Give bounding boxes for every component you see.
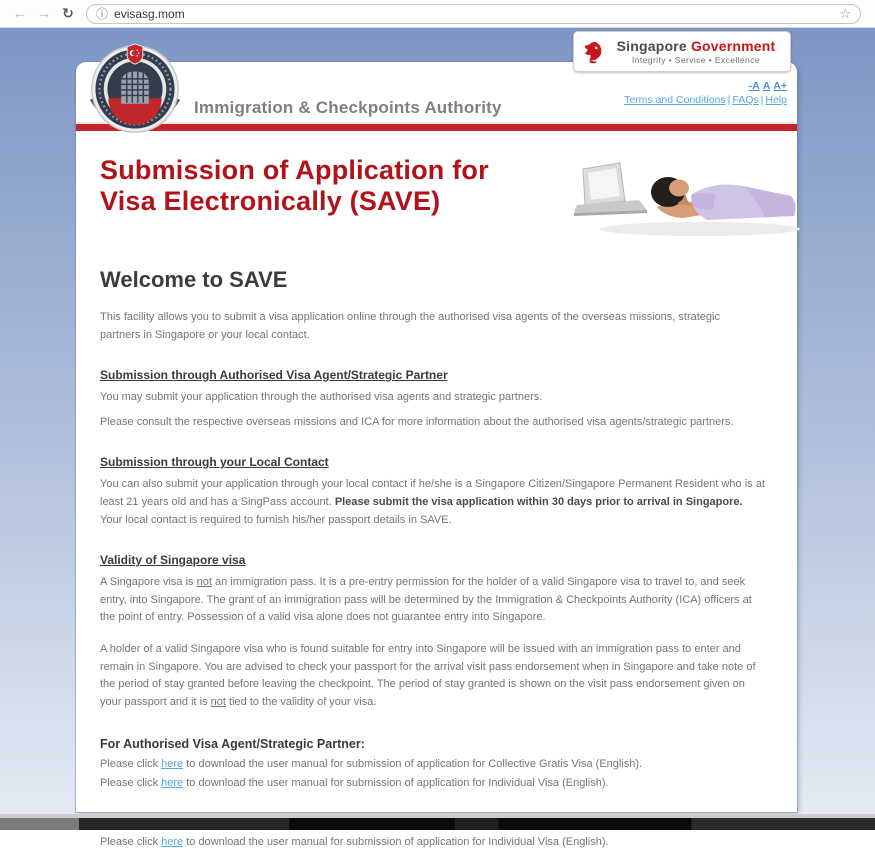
download-row xyxy=(100,758,767,770)
text-run: Please click xyxy=(100,758,162,771)
address-bar[interactable] xyxy=(86,4,861,24)
section-paragraph: You may submit your application through the authorised visa agents and strategic partners. xyxy=(100,391,543,404)
section-paragraph xyxy=(100,574,767,627)
download-here-link[interactable]: here xyxy=(161,758,184,771)
font-size-controls xyxy=(624,80,787,92)
bold-text-run: Please submit the visa application within 30 days prior to arrival in Singapore. xyxy=(334,495,743,508)
section-heading: Submission through your Local Contact xyxy=(100,455,329,470)
page-background xyxy=(0,28,875,848)
section-paragraph: Please consult the respective overseas missions and ICA for more information about the authorised visa agents/strategic partners. xyxy=(100,415,734,428)
ica-crest-logo xyxy=(89,43,181,135)
terms-link[interactable]: Terms and Conditions xyxy=(624,94,726,106)
section-paragraph xyxy=(100,641,767,711)
download-here-link[interactable]: here xyxy=(161,836,184,848)
text-run: an immigration pass. It is a pre-entry permission for the holder of a valid Singapore visa to travel to, and seek entry, into Singapore. The grant of an immigration pass will be determined by the Immigration & Checkpoints Authority (ICA) officers at the point of entry. Possession of a valid visa alone does not guarantee entry into Singapore. xyxy=(100,576,752,624)
page-title-line2: Visa Electronically (SAVE) xyxy=(100,186,441,216)
text-run: Your local contact is required to furnish his/her passport details in SAVE. xyxy=(100,513,452,526)
page-banner xyxy=(76,131,797,243)
agency-name: Immigration & Checkpoints Authority xyxy=(194,98,502,117)
text-run: Please click xyxy=(100,777,162,790)
reload-icon[interactable]: ↻ xyxy=(62,5,74,21)
red-accent-bar xyxy=(76,124,797,131)
nav-separator: | xyxy=(760,94,764,106)
relaxing-person-laptop-photo xyxy=(565,139,797,241)
text-run: You can also submit your application through your local contact if he/she is a Singapore Citizen/Singapore Permanent Resident who is at least 21 years old and has a SingPass account. xyxy=(100,478,765,508)
main-content xyxy=(76,267,797,848)
gov-tagline: Integrity • Service • Excellence xyxy=(632,55,760,65)
bookmark-star-icon[interactable]: ☆ xyxy=(839,5,851,21)
section-heading: Submission through Authorised Visa Agent/Strategic Partner xyxy=(100,368,448,383)
back-icon[interactable]: ← xyxy=(12,5,28,22)
faqs-link[interactable]: FAQs xyxy=(732,94,759,106)
browser-toolbar xyxy=(0,0,875,28)
section-agent-submission xyxy=(100,368,767,431)
content-card xyxy=(76,62,797,848)
text-run: tied to the validity of your visa. xyxy=(225,695,377,708)
section-heading: Validity of Singapore visa xyxy=(100,553,246,568)
text-run: to download the user manual for submission of application for Individual Visa (English). xyxy=(183,777,609,790)
section-visa-validity xyxy=(100,553,767,711)
page-title xyxy=(100,155,489,217)
downloads-agent xyxy=(100,737,767,789)
text-run: to download the user manual for submission of application for Individual Visa (English). xyxy=(183,836,609,848)
help-link[interactable]: Help xyxy=(765,94,787,106)
gov-brand-singapore: Singapore xyxy=(616,38,687,54)
download-here-link[interactable]: here xyxy=(161,777,184,790)
lion-head-logo xyxy=(582,39,604,65)
section-paragraph xyxy=(100,476,767,529)
text-run: Please click xyxy=(100,836,162,848)
download-row xyxy=(100,836,767,848)
page-info-icon[interactable]: ⓘ xyxy=(96,7,109,21)
section-local-contact xyxy=(100,455,767,529)
header-utility-links xyxy=(624,80,787,106)
welcome-heading: Welcome to SAVE xyxy=(100,267,288,292)
underlined-text-run: not xyxy=(210,695,226,708)
forward-icon[interactable]: → xyxy=(36,5,52,22)
bottom-window-edge xyxy=(0,818,875,830)
page-title-line1: Submission of Application for xyxy=(100,155,489,185)
nav-separator: | xyxy=(727,94,731,106)
url-text[interactable]: evisasg.mom xyxy=(114,6,185,21)
header-nav xyxy=(624,94,787,106)
download-row xyxy=(100,777,767,789)
underlined-text-run: not xyxy=(196,576,212,589)
intro-paragraph: This facility allows you to submit a visa application online through the authorised visa agents of the overseas missions, strategic partners in Singapore or your local contact. xyxy=(100,311,720,341)
text-run: to download the user manual for submission of application for Collective Gratis Visa (English). xyxy=(183,758,643,771)
gov-brand-text xyxy=(610,38,782,65)
font-normal-link[interactable]: A xyxy=(762,80,771,92)
downloads-heading: For Authorised Visa Agent/Strategic Partner: xyxy=(100,737,365,752)
font-smaller-link[interactable]: -A xyxy=(748,80,760,92)
singapore-government-banner xyxy=(573,31,791,72)
text-run: A holder of a valid Singapore visa who is found suitable for entry into Singapore will be issued with an immigration pass to enter and remain in Singapore. You are advised to check your passport for the arrival visit pass endorsement when in Singapore and take note of the period of stay granted before leaving the checkpoint. The period of stay granted is shown on the visit pass endorsement given on your passport and it is xyxy=(100,642,756,708)
text-run: A Singapore visa is xyxy=(100,576,197,589)
font-larger-link[interactable]: A+ xyxy=(773,80,787,92)
gov-brand-government: Government xyxy=(690,38,776,54)
